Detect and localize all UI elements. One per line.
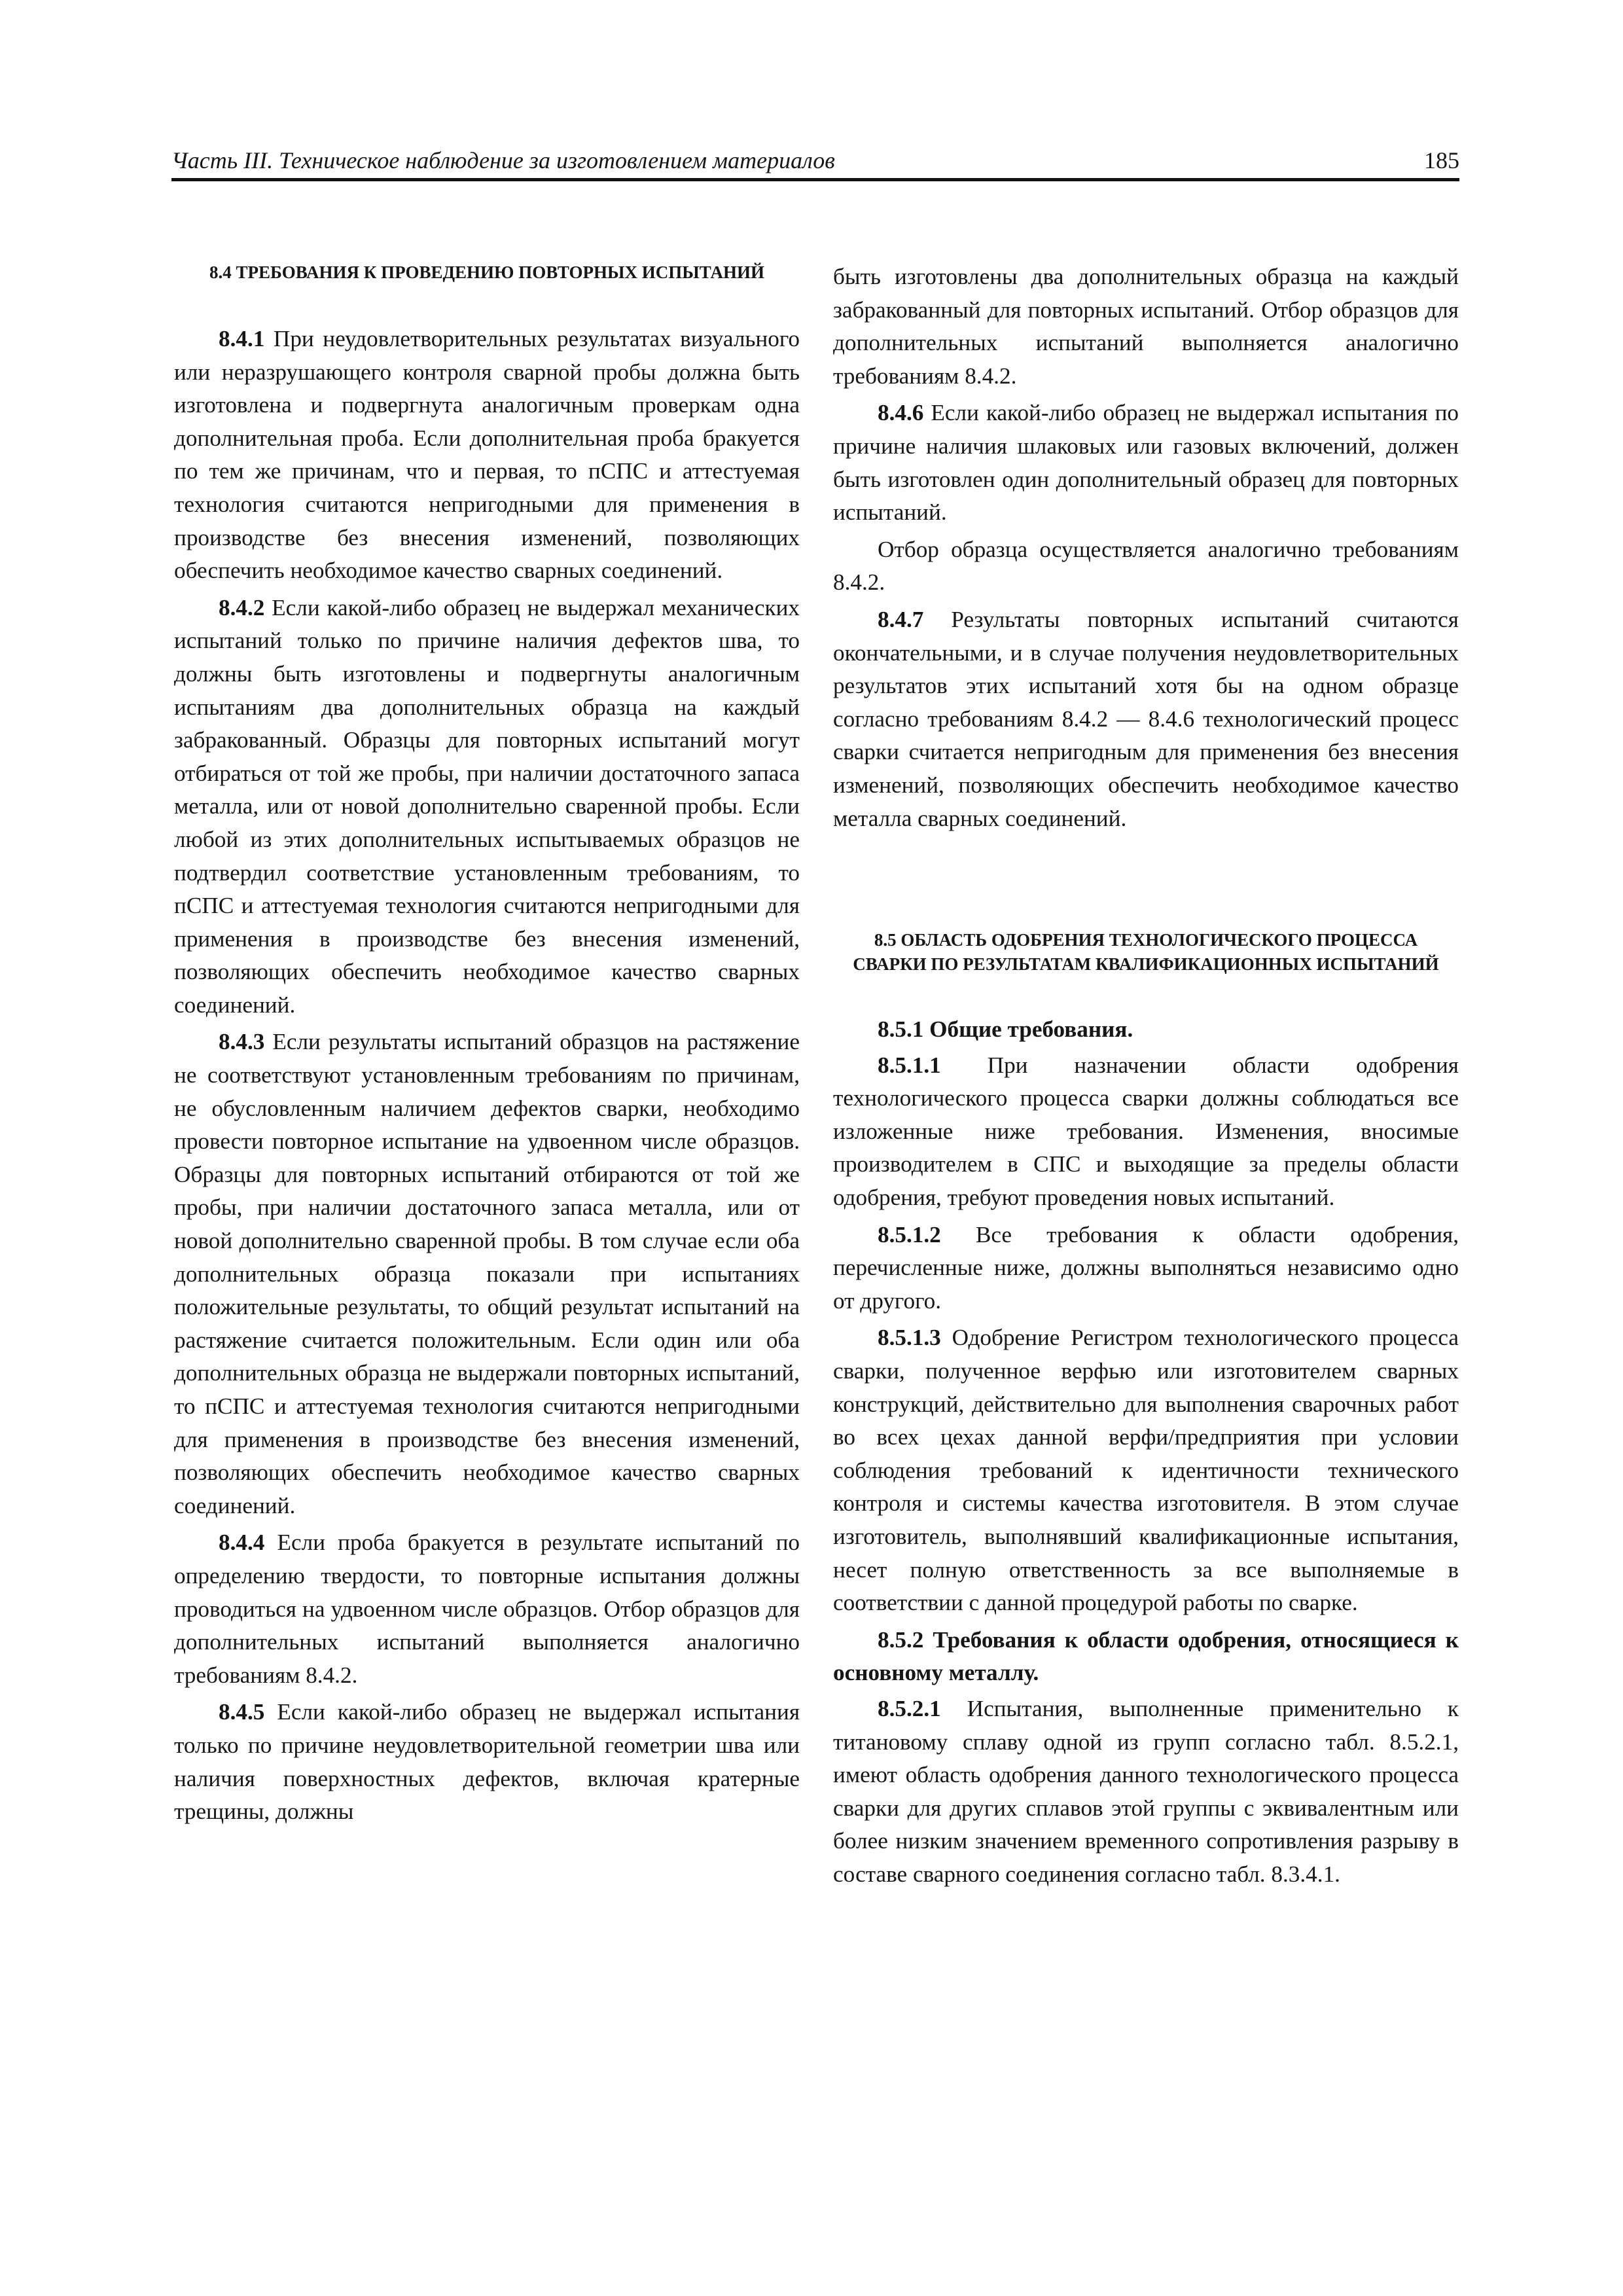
- clause-text: При назначении области одобрения технологического процесса сварки должны соблюдаться все изложенные ниже требования. Изменения, вносимые производителем в СПС и выходящие за пределы области одобрения, требуют проведения новых испытаний.: [833, 1052, 1459, 1211]
- section-heading-8-4: [174, 260, 800, 285]
- paragraph-8-4-5: [174, 1696, 800, 1828]
- clause-text: Если какой-либо образец не выдержал испытания по причине наличия шлаковых или газовых включений, должен быть изготовлен один дополнительный образец для повторных испытаний.: [833, 400, 1459, 526]
- section-number: 8.4: [209, 262, 232, 282]
- clause-number: 8.5.1.3: [878, 1325, 941, 1351]
- paragraph-8-5-2-1: [833, 1693, 1459, 1892]
- clause-text: Одобрение Регистром технологического процесса сварки, полученное верфью или изготовителем сварных конструкций, действительно для выполнения сварочных работ во всех цехах данной верфи/предприятия при условии соблюдения требований к идентичности технического контроля и системы качества изготовителя. В этом случае изготовитель, выполнявший квалификационные испытания, несет полную ответственность за все выполняемые в соответствии с данной процедурой работы по сварке.: [833, 1325, 1459, 1616]
- running-title: Часть III. Техническое наблюдение за изготовлением материалов: [171, 147, 835, 173]
- running-header: [171, 139, 1459, 181]
- clause-number: 8.4.6: [878, 400, 924, 426]
- clause-text: При неудовлетворительных результатах визуального или неразрушающего контроля сварной пробы должна быть изготовлена и подвергнута аналогичным проверкам одна дополнительная проба. Если дополнительная проба бракуется по тем же причинам, что и первая, то пСПС и аттестуемая технология считаются непригодными для применения в производстве без внесения изменений, позволяющих обеспечить необходимое качество сварных соединений.: [174, 326, 800, 584]
- paragraph-8-4-3: [174, 1026, 800, 1522]
- left-column: [174, 260, 800, 1833]
- paragraph-8-5-1-1: [833, 1049, 1459, 1215]
- paragraph-8-4-7: [833, 603, 1459, 835]
- clause-text: Если какой-либо образец не выдержал механических испытаний только по причине наличия дефектов шва, то должны быть изготовлены и подвергнуты аналогичным испытаниям два дополнительных образца на каждый забракованный. Образцы для повторных испытаний могут отбираться от той же пробы, при наличии достаточного запаса металла, или от новой дополнительно сваренной пробы. Если любой из этих дополнительных испытываемых образцов не подтвердил соответствие установленным требованиям, то пСПС и аттестуемая технология считаются непригодными для применения в производстве без внесения изменений, позволяющих обеспечить необходимое качество сварных соединений.: [174, 594, 800, 1018]
- clause-number: 8.4.5: [219, 1699, 265, 1725]
- paragraph-8-5-1-2: [833, 1219, 1459, 1318]
- paragraph-8-5-1-3: [833, 1321, 1459, 1619]
- clause-number: 8.4.7: [878, 606, 924, 632]
- paragraph-8-4-2: [174, 592, 800, 1022]
- page-number: 185: [1424, 147, 1459, 173]
- clause-text: Если какой-либо образец не выдержал испытания только по причине неудовлетворительной геометрии шва или наличия поверхностных дефектов, включая кратерные трещины, должны: [174, 1699, 800, 1825]
- clause-text: Все требования к области одобрения, перечисленные ниже, должны выполняться независимо одно от другого.: [833, 1221, 1459, 1314]
- clause-text: Если проба бракуется в результате испытаний по определению твердости, то повторные испытания должны проводиться на удвоенном числе образцов. Отбор образцов для дополнительных испытаний выполняется аналогично требованиям 8.4.2.: [174, 1530, 800, 1688]
- subheading-8-5-2: 8.5.2 Требования к области одобрения, относящиеся к основному металлу.: [833, 1626, 1459, 1686]
- right-column: [833, 260, 1459, 1895]
- section-heading-8-5: [833, 928, 1459, 977]
- section-title: ТРЕБОВАНИЯ К ПРОВЕДЕНИЮ ПОВТОРНЫХ ИСПЫТАНИЙ: [236, 262, 764, 282]
- section-number: 8.5: [874, 930, 897, 950]
- clause-number: 8.4.1: [219, 326, 265, 351]
- clause-number: 8.5.1.1: [878, 1052, 941, 1078]
- clause-number: 8.4.3: [219, 1029, 265, 1055]
- subheading-8-5-1: 8.5.1 Общие требования.: [878, 1016, 1133, 1043]
- section-title: ОБЛАСТЬ ОДОБРЕНИЯ ТЕХНОЛОГИЧЕСКОГО ПРОЦЕССА СВАРКИ ПО РЕЗУЛЬТАТАМ КВАЛИФИКАЦИОННЫХ ИСПЫТАНИЙ: [853, 930, 1439, 975]
- clause-text: Испытания, выполненные применительно к титановому сплаву одной из групп согласно табл. 8.5.2.1, имеют область одобрения данного технологического процесса сварки для других сплавов этой группы с эквивалентным или более низким значением временного сопротивления разрыву в составе сварного соединения согласно табл. 8.3.4.1.: [833, 1695, 1459, 1887]
- clause-number: 8.5.2.1: [878, 1695, 941, 1721]
- paragraph-8-4-4: [174, 1526, 800, 1692]
- clause-text: Если результаты испытаний образцов на растяжение не соответствуют установленным требованиям по причинам, не обусловленным наличием дефектов сварки, необходимо провести повторное испытание на удвоенном числе образцов. Образцы для повторных испытаний отбираются от той же пробы, при наличии достаточного запаса металла, или от новой дополнительно сваренной пробы. В том случае если оба дополнительных образца показали при испытаниях положительные результаты, то общий результат испытаний на растяжение считается положительным. Если один или оба дополнительных образца не выдержали повторных испытаний, то пСПС и аттестуемая технология считаются непригодными для применения в производстве без внесения изменений, позволяющих обеспечить необходимое качество сварных соединений.: [174, 1029, 800, 1518]
- paragraph-8-4-1: [174, 323, 800, 588]
- clause-number: 8.4.4: [219, 1530, 265, 1556]
- clause-number: 8.5.1.2: [878, 1221, 941, 1247]
- clause-text: Результаты повторных испытаний считаются окончательными, и в случае получения неудовлетворительных результатов этих испытаний хотя бы на одном образце согласно требованиям 8.4.2 — 8.4.6 технологический процесс сварки считается непригодным для применения без внесения изменений, позволяющих обеспечить необходимое качество металла сварных соединений.: [833, 606, 1459, 831]
- clause-number: 8.4.2: [219, 594, 265, 620]
- paragraph-8-4-6: [833, 397, 1459, 529]
- paragraph-continuation: быть изготовлены два дополнительных образца на каждый забракованный для повторных испытаний. Отбор образцов для дополнительных испытаний выполняется аналогично требованиям 8.4.2.: [833, 264, 1459, 389]
- paragraph-8-4-6-b: Отбор образца осуществляется аналогично требованиям 8.4.2.: [833, 536, 1459, 596]
